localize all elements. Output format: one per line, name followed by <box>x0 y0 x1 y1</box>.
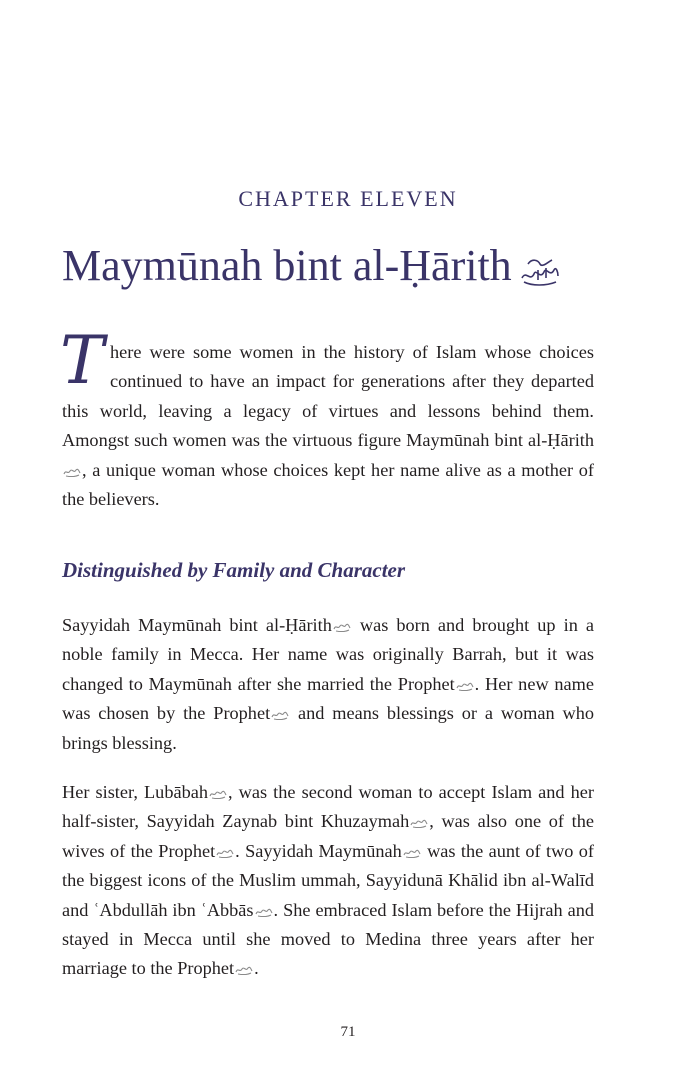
honorific-calligraphy-icon <box>271 708 289 720</box>
para2-text-1: Her sister, Lubābah <box>62 782 208 802</box>
honorific-calligraphy-icon <box>63 465 81 477</box>
chapter-label: CHAPTER ELEVEN <box>238 186 458 211</box>
page-number: 71 <box>340 1024 356 1040</box>
para1-text-1: Sayyidah Maymūnah bint al-Ḥārith <box>62 615 332 635</box>
honorific-calligraphy-icon <box>216 846 234 858</box>
honorific-calligraphy-icon <box>235 963 253 975</box>
radiyallahu-anha-calligraphy-icon <box>518 252 562 288</box>
para2-text-6: . She embraced Islam before the Hijrah and stayed in Mecca until she moved to Medina three years after her marriage to the Prophet <box>62 899 594 979</box>
para1-text-2: was born and brought up in a noble family in Mecca. Her name was originally Barrah, but it was changed to Maymūnah after she married the Prophet <box>62 615 594 694</box>
para2-text-3: , was also one of the wives of the Prophet <box>62 811 594 861</box>
honorific-calligraphy-icon <box>403 846 421 858</box>
honorific-calligraphy-icon <box>333 620 351 632</box>
honorific-calligraphy-icon <box>410 816 428 828</box>
section-heading: Distinguished by Family and Character <box>62 558 406 582</box>
para1-text-4: and means blessings or a woman who brings blessing. <box>62 703 594 753</box>
drop-cap: T <box>60 322 105 399</box>
para2-text-5: was the aunt of two of the biggest icons of the Muslim ummah, Sayyidunā Khālid ibn al-Walīd and ʿAbdullāh ibn ʿAbbās <box>62 840 595 920</box>
intro-text-1: here were some women in the history of Islam whose choices continued to have an impact for generations after they departed this world, leaving a legacy of virtues and lessons behind them. Amongst such women was the virtuous figure Maymūnah bint al-Ḥārith <box>62 342 594 451</box>
honorific-calligraphy-icon <box>209 787 227 799</box>
para2-text-4: . Sayyidah Maymūnah <box>235 840 402 861</box>
para2-text-7: . <box>254 958 259 979</box>
chapter-title-text: Maymūnah bint al-Ḥārith <box>62 241 512 290</box>
honorific-calligraphy-icon <box>456 679 474 691</box>
intro-paragraph <box>60 322 594 514</box>
body-paragraph-1 <box>62 611 594 758</box>
body-paragraph-2 <box>62 778 594 984</box>
para1-text-3: . Her new name was chosen by the Prophet <box>62 673 594 724</box>
chapter-title <box>62 236 562 296</box>
para2-text-2: , was the second woman to accept Islam and her half-sister, Sayyidah Zaynab bint Khuzaymah <box>62 782 594 832</box>
honorific-calligraphy-icon <box>255 905 273 917</box>
intro-text-2: , a unique woman whose choices kept her name alive as a mother of the believers. <box>62 459 594 510</box>
